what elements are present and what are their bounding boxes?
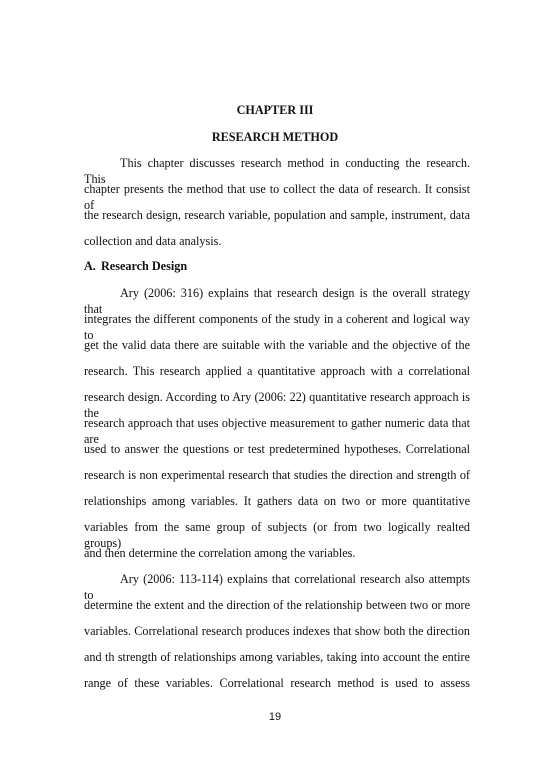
paragraph-line: determine the extent and the direction of the relationship between two or more bbox=[84, 598, 470, 612]
intro-line: This chapter discusses research method in conducting the research. This bbox=[84, 156, 470, 186]
intro-line: the research design, research variable, population and sample, instrument, data bbox=[84, 208, 470, 222]
paragraph-line: research is non experimental research that studies the direction and strength of bbox=[84, 468, 470, 482]
paragraph-line: range of these variables. Correlational research method is used to assess bbox=[84, 676, 470, 690]
paragraph-line: get the valid data there are suitable with the variable and the objective of the bbox=[84, 338, 470, 352]
chapter-number: CHAPTER III bbox=[236, 103, 314, 117]
page-number: 19 bbox=[268, 711, 282, 723]
intro-line: collection and data analysis. bbox=[84, 234, 222, 248]
paragraph-line: variables from the same group of subjects (or from two logically realted groups) bbox=[84, 520, 470, 550]
paragraph-line: and then determine the correlation among the variables. bbox=[84, 546, 356, 560]
paragraph-line: variables. Correlational research produces indexes that show both the direction bbox=[84, 624, 470, 638]
paragraph-line: relationships among variables. It gathers data on two or more quantitative bbox=[84, 494, 470, 508]
chapter-title: RESEARCH METHOD bbox=[211, 130, 339, 144]
paragraph-line: integrates the different components of the study in a coherent and logical way to bbox=[84, 312, 470, 342]
intro-line: chapter presents the method that use to collect the data of research. It consist of bbox=[84, 182, 470, 212]
paragraph-line: Ary (2006: 316) explains that research design is the overall strategy that bbox=[84, 286, 470, 316]
paragraph-line: and th strength of relationships among variables, taking into account the entire bbox=[84, 650, 470, 664]
paragraph-line: used to answer the questions or test predetermined hypotheses. Correlational bbox=[84, 442, 470, 456]
paragraph-line: research approach that uses objective measurement to gather numeric data that are bbox=[84, 416, 470, 446]
section-heading bbox=[84, 259, 187, 274]
paragraph-line: research. This research applied a quantitative approach with a correlational bbox=[84, 364, 470, 378]
section-title: Research Design bbox=[101, 259, 188, 273]
paragraph-line: research design. According to Ary (2006: 22) quantitative research approach is the bbox=[84, 390, 470, 420]
section-marker: A. bbox=[84, 259, 96, 273]
paragraph-line: Ary (2006: 113-114) explains that correlational research also attempts to bbox=[84, 572, 470, 602]
